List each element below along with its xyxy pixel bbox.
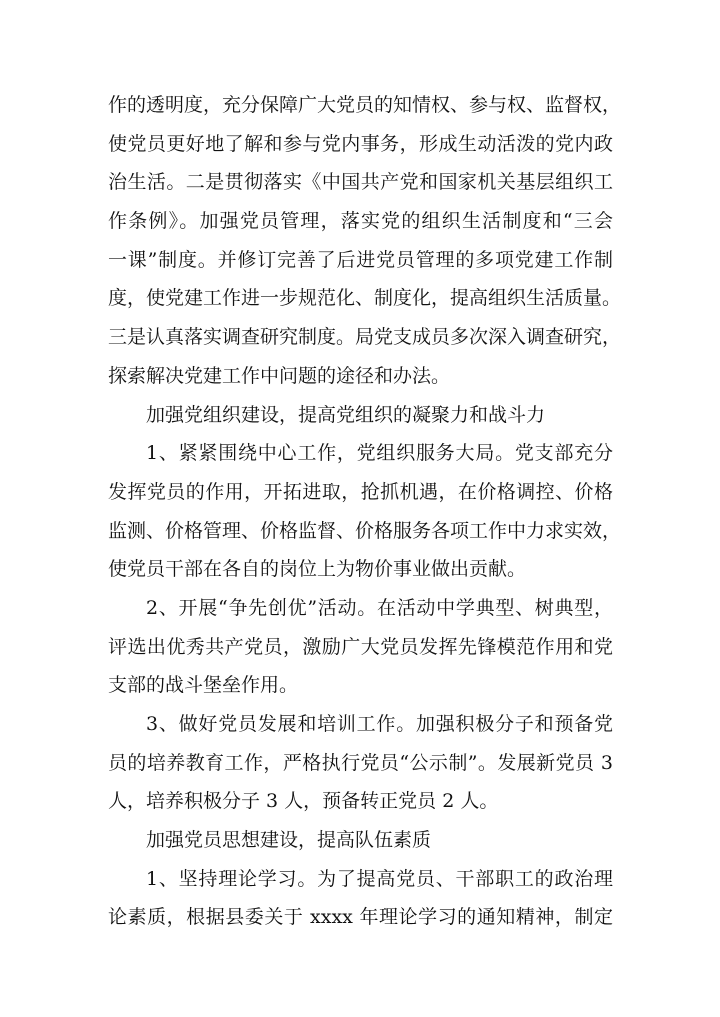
text-line: 1、坚持理论学习。为了提高党员、干部职工的政治理 [146,867,613,890]
text-line: 治生活。二是贯彻落实《中国共产党和国家机关基层组织工 [108,171,613,194]
text-line: 2、开展“争先创优”活动。在活动中学典型、树典型， [146,596,613,619]
text-line: 评选出优秀共产党员，激励广大党员发挥先锋模范作用和党 [108,635,613,658]
text-line: 3、做好党员发展和培训工作。加强积极分子和预备党 [146,713,613,735]
text-line: 加强党员思想建设，提高队伍素质 [146,829,432,852]
text-line: 监测、价格管理、价格监督、价格服务各项工作中力求实效， [108,519,622,542]
text-line: 发挥党员的作用，开拓进取，抢抓机遇，在价格调控、价格 [108,480,613,503]
text-line: 一课”制度。并修订完善了后进党员管理的多项党建工作制 [108,248,613,271]
text-line: 使党员更好地了解和参与党内事务，形成生动活泼的党内政 [108,132,613,155]
text-line: 1、紧紧围绕中心工作，党组织服务大局。党支部充分 [146,442,613,465]
text-line: 支部的战斗堡垒作用。 [108,674,299,697]
text-line: 加强党组织建设，提高党组织的凝聚力和战斗力 [146,403,546,426]
document-page [108,86,622,937]
text-line: 三是认真落实调查研究制度。局党支成员多次深入调查研究， [108,326,622,349]
text-line: 作的透明度，充分保障广大党员的知情权、参与权、监督权， [108,94,622,116]
text-line: 论素质，根据县委关于 xxxx 年理论学习的通知精神，制定 [108,906,613,929]
text-line: 使党员干部在各自的岗位上为物价事业做出贡献。 [108,558,527,581]
text-line: 员的培养教育工作，严格执行党员“公示制”。发展新党员 3 [108,751,613,774]
text-line: 作条例》。加强党员管理，落实党的组织生活制度和“三会 [108,210,613,233]
text-line: 度，使党建工作进一步规范化、制度化，提高组织生活质量。 [108,287,622,310]
text-line: 探索解决党建工作中问题的途径和办法。 [108,364,451,387]
text-line: 人，培养积极分子 3 人，预备转正党员 2 人。 [108,790,499,813]
